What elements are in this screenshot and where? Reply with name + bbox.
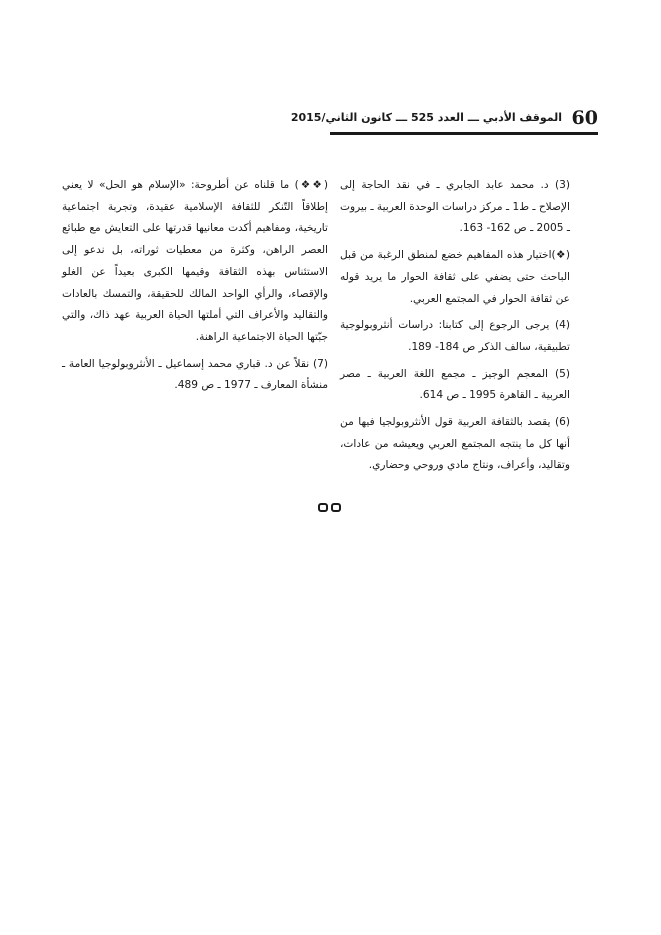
- footnote-7: (7) نقلاً عن د. قباري محمد إسماعيل ـ الأنثروبولوجيا العامة ـ منشأة المعارف ـ 1977 ـ ص 489.: [62, 357, 328, 392]
- footnotes-left-column: [62, 175, 328, 402]
- running-header: [290, 106, 598, 132]
- page-number: 60: [571, 107, 598, 129]
- end-mark-square: [331, 503, 341, 512]
- footnote-double-star: (❖❖) ما قلناه عن أطروحة: «الإسلام هو الحل» لا يعني إطلاقاً التّنكر للثقافة الإسلامية عقيدة، وتجربة اجتماعية تاريخية، ومفاهيم أكدت معانيها قدرتها على التعايش مع طبائع العصر الراهن، وكثرة من معطيات ثوراته، بل ندعو إلى الاستئناس بهذه الثقافة وقيمها الكبرى بعيداً عن الغلو والإقصاء، والرأي الواحد المالك للحقيقة، والتمسك بالعادات والتقاليد والأعراف التي أملتها الحياة العربية عهد ذاك، والتي جبّتها الحياة الاجتماعية الراهنة.: [62, 179, 328, 343]
- footnote-4: (4) يرجى الرجوع إلى كتابنا: دراسات أنثروبولوجية تطبيقية، سالف الذكر ص 184- 189.: [340, 319, 570, 353]
- footnote-3: (3) د. محمد عابد الجابري ـ في نقد الحاجة إلى الإصلاح ـ ط1 ـ مركز دراسات الوحدة العربية ـ بيروت ـ 2005 ـ ص 162- 163.: [340, 179, 570, 235]
- footnote-5: (5) المعجم الوجيز ـ مجمع اللغة العربية ـ مصر العربية ـ القاهرة 1995 ـ ص 614.: [340, 367, 570, 402]
- end-mark-square: [318, 503, 328, 512]
- footnotes-right-column: [340, 175, 570, 482]
- header-divider: [330, 132, 598, 135]
- footnote-6: (6) يقصد بالثقافة العربية قول الأنثروبولجيا فيها من أنها كل ما ينتجه المجتمع العربي ويعيشه من عادات، وتقاليد، وأعراف، ونتاج مادي وروحي وحضاري.: [340, 416, 570, 472]
- end-of-article-mark: [318, 500, 344, 514]
- footnote-star: (❖)اختيار هذه المفاهيم خضع لمنطق الرغبة من قبل الباحث حتى يضفي على ثقافة الحوار ما يريد قوله عن ثقافة الحوار في المجتمع العربي.: [340, 249, 570, 305]
- journal-issue-title: الموقف الأدبي ـــ العدد 525 ـــ كانون الثاني/2015: [290, 111, 562, 124]
